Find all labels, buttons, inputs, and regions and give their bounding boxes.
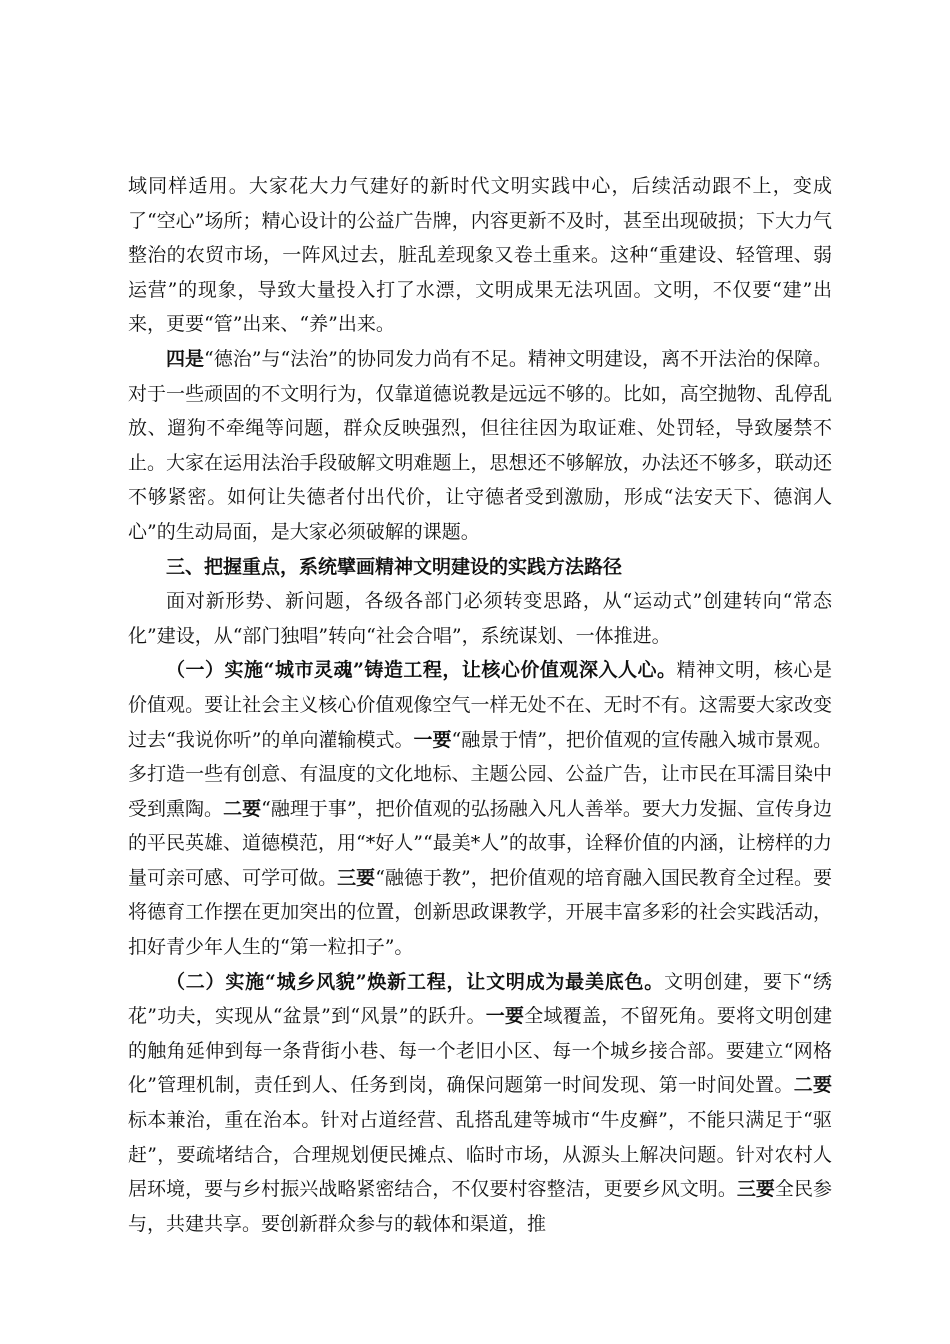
paragraph-text: 面对新形势、新问题，各级各部门必须转变思路，从“运动式”创建转向“常态化”建设，从“部门独唱”转向“社会合唱”，系统谋划、一体推进。 [128, 590, 832, 647]
paragraph-subsection-one [128, 653, 832, 964]
paragraph-text: “德治”与“法治”的协同发力尚有不足。精神文明建设，离不开法治的保障。对于一些顽固的不文明行为，仅靠道德说教是远远不够的。比如，高空抛物、乱停乱放、遛狗不牵绳等问题，群众反映强烈，但往往因为取证难、处罚轻，导致屡禁不止。大家在运用法治手段破解文明难题上，思想还不够解放，办法还不够多，联动还不够紧密。如何让失德者付出代价，让守德者受到激励，形成“法安天下、德润人心”的生动局面，是大家必须破解的课题。 [128, 347, 832, 543]
paragraph-lead: 四是 [166, 347, 205, 370]
section-heading-text: 三、把握重点，系统擘画精神文明建设的实践方法路径 [166, 555, 623, 578]
point-marker: 一要 [413, 728, 452, 751]
paragraph-subsection-two [128, 965, 832, 1242]
paragraph-text: 全民参与，共建共享。要创新群众参与的载体和渠道，推 [128, 1178, 832, 1235]
paragraph-intro [128, 584, 832, 653]
point-marker: 三要 [337, 866, 376, 889]
point-marker: 三要 [736, 1178, 775, 1201]
paragraph-text: “融德于教”，把价值观的培育融入国民教育全过程。要将德育工作摆在更加突出的位置，创新思政课教学，开展丰富多彩的社会实践活动，扣好青少年人生的“第一粒扣子”。 [128, 866, 832, 959]
section-heading [128, 550, 832, 585]
paragraph-text: 全域覆盖，不留死角。要将文明创建的触角延伸到每一条背街小巷、每一个老旧小区、每一个城乡接合部。要建立“网格化”管理机制，责任到人、任务到岗，确保问题第一时间发现、第一时间处置。 [128, 1005, 832, 1097]
paragraph-text: 精神文明，核心是价值观。要让社会主义核心价值观像空气一样无处不在、无时不有。这需要大家改变过去“我说你听”的单向灌输模式。 [128, 659, 832, 751]
document-body [128, 169, 832, 1241]
paragraph-text: 文明创建，要下“绣花”功夫，实现从“盆景”到“风景”的跃升。 [128, 970, 833, 1028]
subsection-title: （二）实施“城乡风貌”焕新工程，让文明成为最美底色。 [166, 970, 665, 993]
point-marker: 二要 [223, 797, 262, 820]
paragraph-text: 标本兼治，重在治本。针对占道经营、乱搭乱建等城市“牛皮癣”，不能只满足于“驱赶”，要疏堵结合，合理规划便民摊点、临时市场，从源头上解决问题。针对农村人居环境，要与乡村振兴战略紧密结合，不仅要村容整洁，更要乡风文明。 [128, 1109, 832, 1201]
subsection-title: （一）实施“城市灵魂”铸造工程，让核心价值观深入人心。 [166, 659, 677, 682]
paragraph-text: “融景于情”，把价值观的宣传融入城市景观。多打造一些有创意、有温度的文化地标、主题公园、公益广告，让市民在耳濡目染中受到熏陶。 [128, 728, 832, 820]
point-marker: 一要 [485, 1005, 525, 1028]
paragraph-text: “融理于事”，把价值观的弘扬融入凡人善举。要大力发掘、宣传身边的平民英雄、道德模范，用“*好人”“最美*人”的故事，诠释价值的内涵，让榜样的力量可亲可感、可学可做。 [128, 797, 832, 889]
paragraph-text: 域同样适用。大家花大力气建好的新时代文明实践中心，后续活动跟不上，变成了“空心”场所；精心设计的公益广告牌，内容更新不及时，甚至出现破损；下大力气整治的农贸市场，一阵风过去，脏乱差现象又卷土重来。这种“重建设、轻管理、弱运营”的现象，导致大量投入打了水漂，文明成果无法巩固。文明，不仅要“建”出来，更要“管”出来、“养”出来。 [128, 175, 832, 336]
point-marker: 二要 [793, 1074, 832, 1097]
paragraph-continuation [128, 169, 832, 342]
paragraph-point-four [128, 342, 832, 550]
